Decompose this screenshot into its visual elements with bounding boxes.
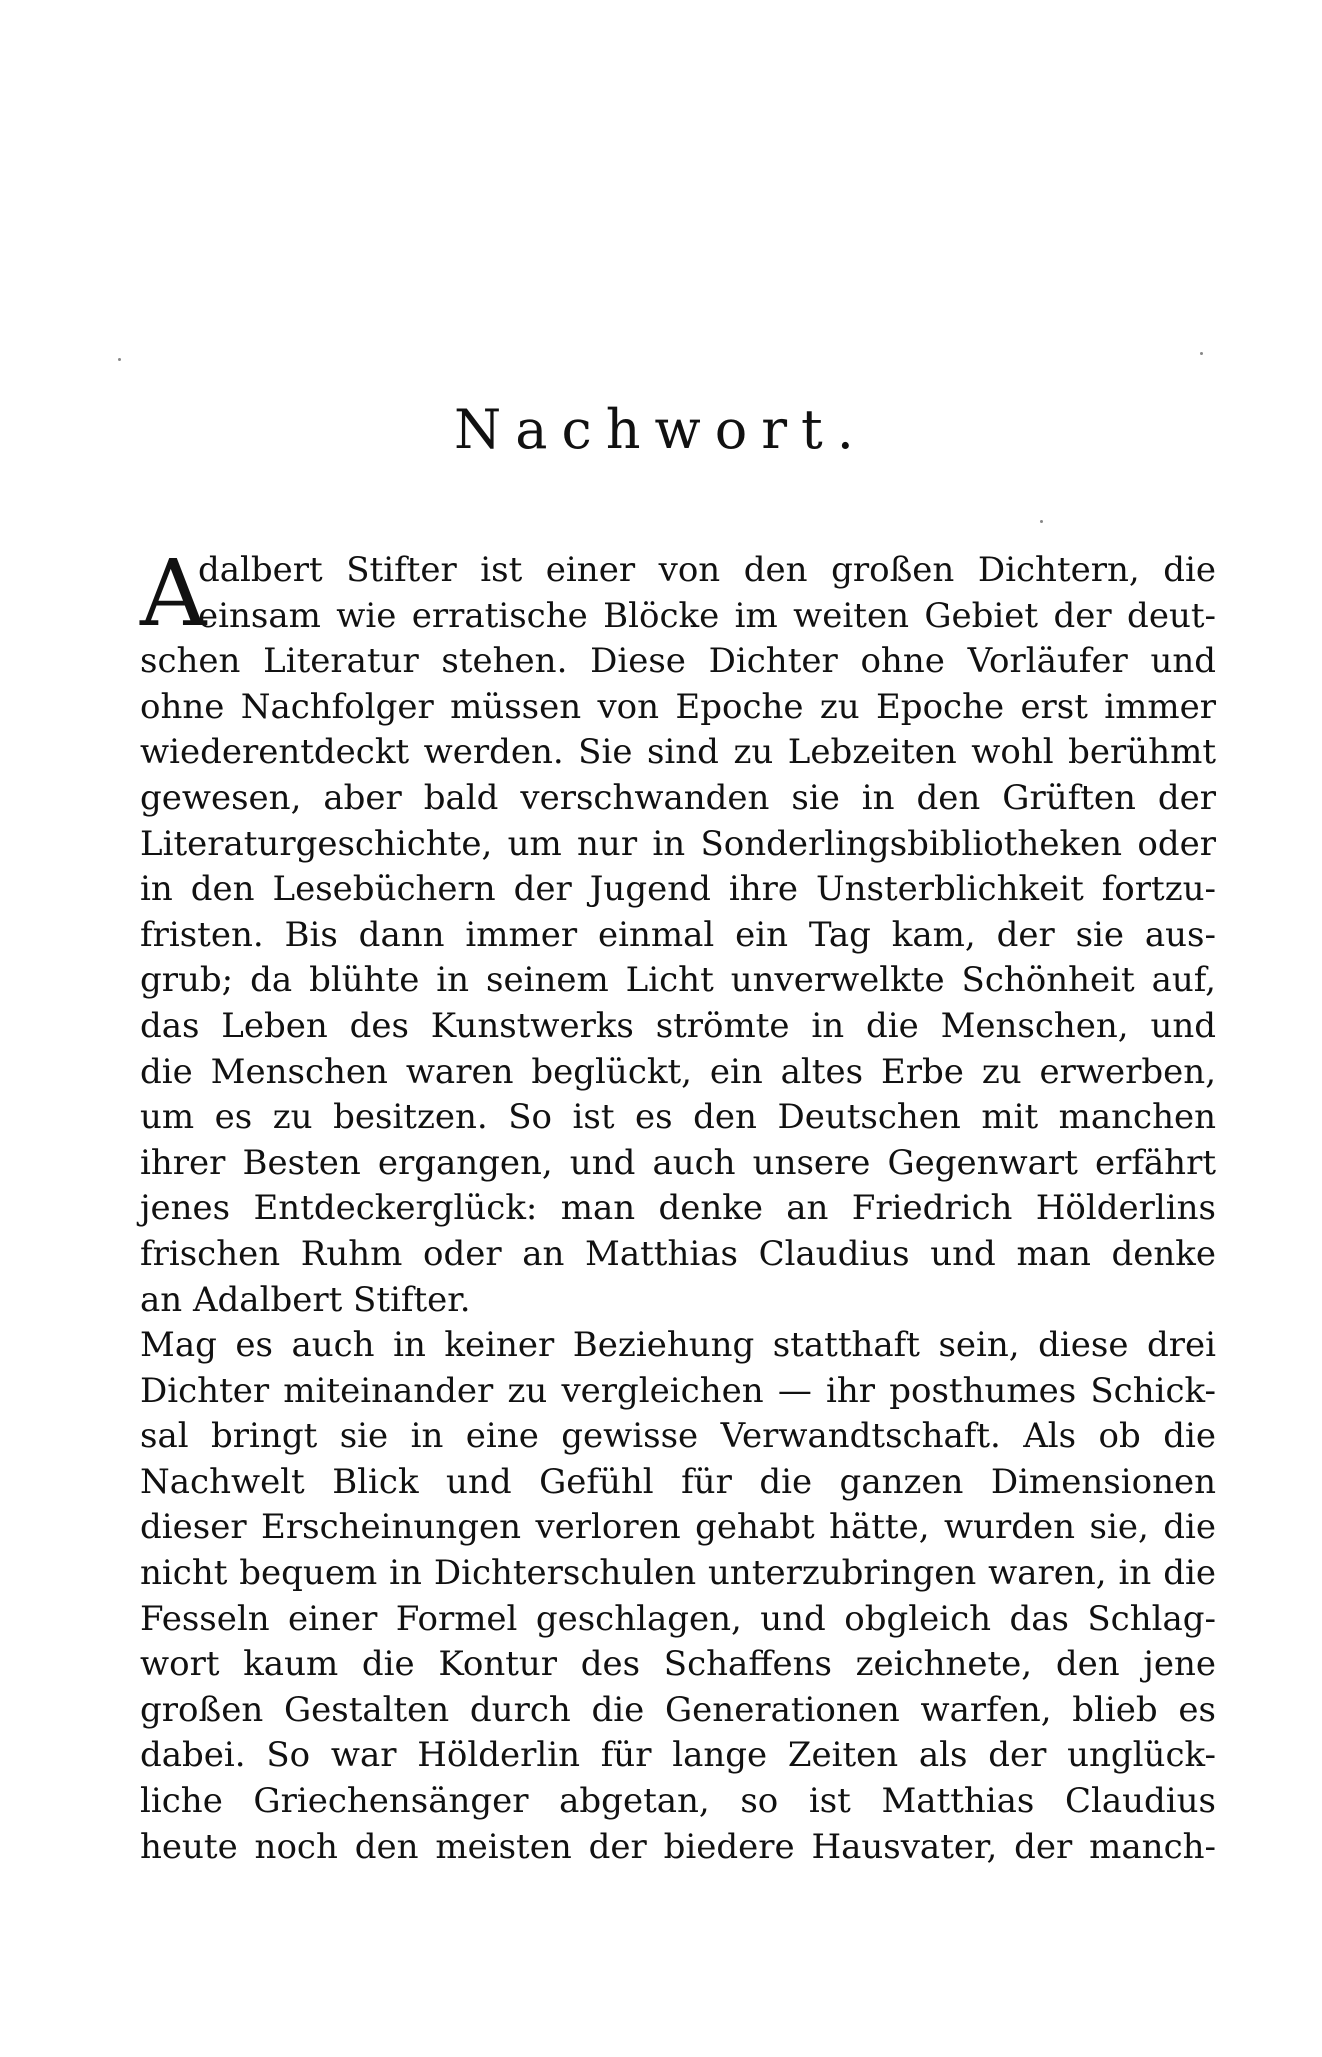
text-line: ihrer Besten ergangen, und auch unsere Gegenwart erfährt xyxy=(140,1142,1216,1183)
text-line: schen Literatur stehen. Diese Dichter ohne Vorläufer und xyxy=(140,641,1216,682)
text-line: dabei. So war Hölderlin für lange Zeiten als der unglück- xyxy=(140,1735,1216,1776)
text-line: nicht bequem in Dichterschulen unterzubringen waren, in die xyxy=(140,1553,1216,1594)
text-line: wort kaum die Kontur des Schaffens zeichnete, den jene xyxy=(140,1644,1216,1685)
text-line: liche Griechensänger abgetan, so ist Matthias Claudius xyxy=(140,1781,1216,1822)
text-line: frischen Ruhm oder an Matthias Claudius und man denke xyxy=(140,1233,1216,1274)
text-line: die Menschen waren beglückt, ein altes Erbe zu erwerben, xyxy=(140,1051,1216,1092)
drop-cap-initial: A xyxy=(140,540,207,647)
text-line: grub; da blühte in seinem Licht unverwelkte Schönheit auf, xyxy=(140,960,1216,1001)
text-line: dalbert Stifter ist einer von den großen Dichtern, die xyxy=(198,550,1216,590)
text-line: um es zu besitzen. So ist es den Deutschen mit manchen xyxy=(140,1097,1216,1138)
first-paragraph xyxy=(140,540,1216,1323)
text-line: heute noch den meisten der biedere Hausvater, der manch- xyxy=(140,1826,1216,1867)
print-speck xyxy=(118,358,121,361)
text-line: fristen. Bis dann immer einmal ein Tag kam, der sie aus- xyxy=(140,914,1216,955)
page-title: Nachwort. xyxy=(454,398,868,461)
text-line: sal bringt sie in eine gewisse Verwandtschaft. Als ob die xyxy=(140,1416,1216,1457)
text-line: wiederentdeckt werden. Sie sind zu Lebzeiten wohl berühmt xyxy=(140,732,1216,773)
text-line: das Leben des Kunstwerks strömte in die Menschen, und xyxy=(140,1005,1216,1046)
print-speck xyxy=(1200,352,1203,355)
body-text xyxy=(140,540,1216,1870)
text-line: Fesseln einer Formel geschlagen, und obgleich das Schlag- xyxy=(140,1598,1216,1639)
text-line: Mag es auch in keiner Beziehung statthaft sein, diese drei xyxy=(140,1325,1216,1366)
second-paragraph xyxy=(140,1323,1216,1870)
text-line: Dichter miteinander zu vergleichen — ihr posthumes Schick- xyxy=(140,1370,1216,1411)
text-line: Nachwelt Blick und Gefühl für die ganzen Dimensionen xyxy=(140,1461,1216,1502)
text-line: gewesen, aber bald verschwanden sie in den Grüften der xyxy=(140,777,1216,818)
text-line: in den Lesebüchern der Jugend ihre Unsterblichkeit fortzu- xyxy=(140,869,1216,910)
text-line: einsam wie erratische Blöcke im weiten Gebiet der deut- xyxy=(198,595,1216,636)
text-line: an Adalbert Stifter. xyxy=(140,1279,471,1320)
text-line: Literaturgeschichte, um nur in Sonderlingsbibliotheken oder xyxy=(140,823,1216,864)
text-line: großen Gestalten durch die Generationen warfen, blieb es xyxy=(140,1689,1216,1730)
text-line: ohne Nachfolger müssen von Epoche zu Epoche erst immer xyxy=(140,686,1216,727)
text-line: jenes Entdeckerglück: man denke an Friedrich Hölderlins xyxy=(140,1188,1216,1229)
text-line: dieser Erscheinungen verloren gehabt hätte, wurden sie, die xyxy=(140,1507,1216,1548)
print-speck xyxy=(1040,520,1043,523)
